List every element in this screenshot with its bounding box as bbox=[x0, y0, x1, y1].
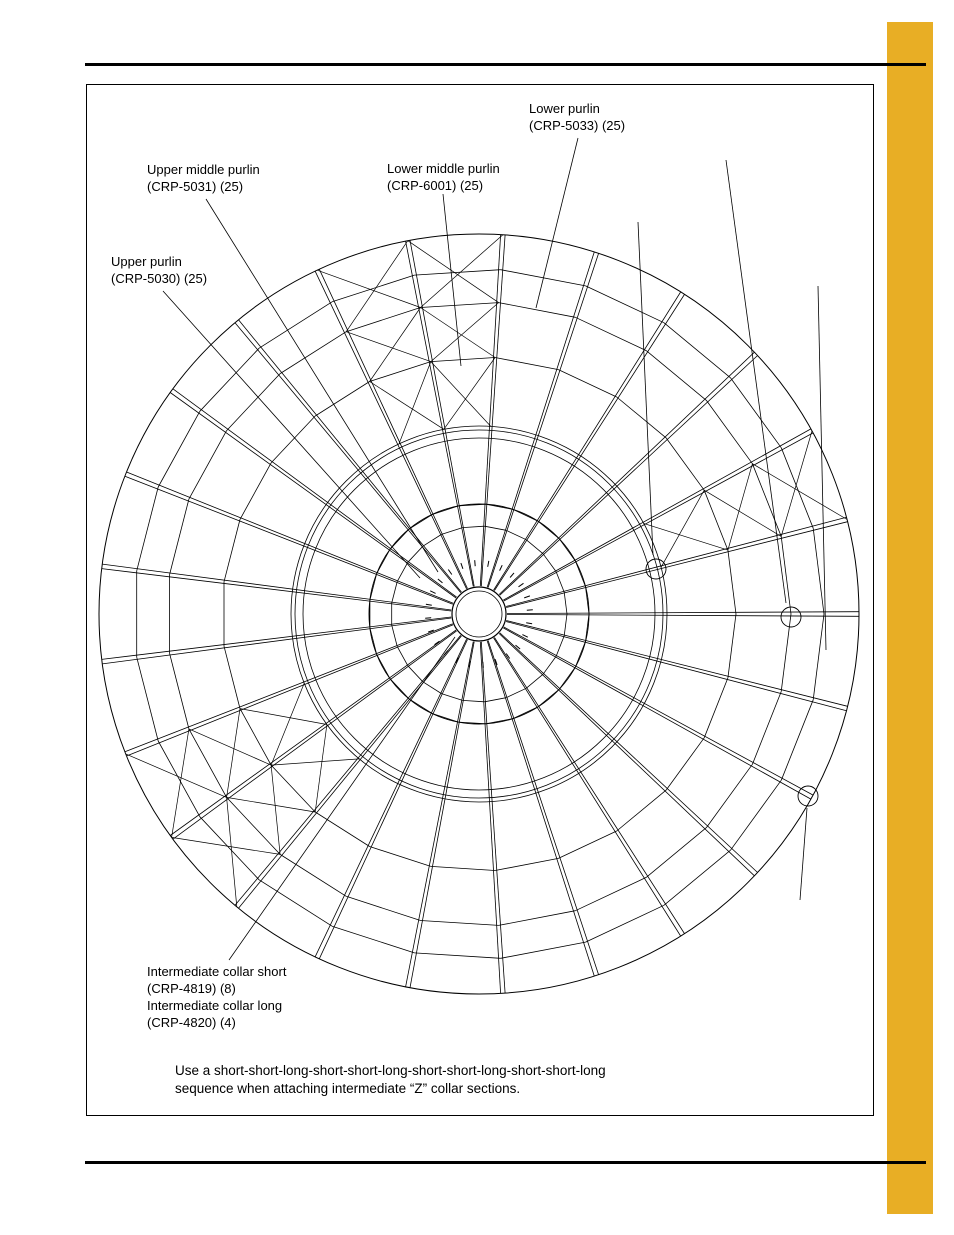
collar-tick bbox=[522, 635, 527, 638]
purlin-segment bbox=[259, 302, 332, 348]
purlin-segment bbox=[280, 332, 346, 374]
leader-line bbox=[536, 138, 578, 308]
purlin-segment bbox=[486, 504, 513, 509]
purlin-segment bbox=[706, 764, 752, 827]
bracing-diagonal bbox=[370, 308, 421, 382]
purlin-segment bbox=[813, 528, 824, 614]
leader-line bbox=[206, 199, 438, 572]
purlin-segment bbox=[432, 506, 458, 515]
leader-line bbox=[163, 291, 420, 578]
lower-purlin-callout bbox=[529, 100, 625, 134]
lower-purlin-part: (CRP-5033) (25) bbox=[529, 118, 626, 133]
collar-long-label: Intermediate collar long bbox=[147, 998, 283, 1013]
purlin-segment bbox=[189, 431, 227, 500]
bracing-diagonal bbox=[227, 797, 316, 812]
purlin-segment bbox=[485, 526, 507, 530]
purlin-segment bbox=[559, 539, 575, 561]
collar-tick bbox=[448, 570, 452, 575]
purlin-segment bbox=[346, 896, 420, 920]
purlin-segment bbox=[423, 682, 442, 694]
purlin-segment bbox=[586, 905, 664, 942]
rafter-line bbox=[494, 294, 684, 590]
upper-purlin-label: Upper purlin bbox=[111, 254, 182, 269]
bracing-diagonal bbox=[172, 837, 281, 854]
rafter-line bbox=[494, 637, 684, 933]
intermediate-ring-b bbox=[295, 430, 663, 798]
purlin-segment bbox=[423, 534, 442, 546]
purlin-segment bbox=[666, 738, 704, 790]
bracing-diagonal bbox=[346, 332, 431, 362]
purlin-segment bbox=[315, 382, 369, 417]
purlin-segment bbox=[617, 790, 667, 831]
purlin-segment bbox=[558, 831, 616, 858]
purlin-segment bbox=[370, 574, 377, 601]
purlin-segment bbox=[315, 812, 369, 847]
rafter-line bbox=[173, 631, 457, 839]
rafter-line bbox=[481, 642, 505, 993]
rafter-line bbox=[503, 628, 811, 799]
rafter-line bbox=[102, 564, 451, 610]
purlin-segment bbox=[495, 358, 558, 370]
purlin-segment bbox=[332, 926, 414, 953]
rafter-line bbox=[102, 617, 452, 659]
purlin-segment bbox=[617, 397, 667, 438]
bracing-diagonal bbox=[271, 759, 359, 765]
rafter-line bbox=[503, 429, 811, 600]
rafter-line bbox=[506, 621, 847, 707]
collar-tick bbox=[426, 604, 432, 605]
eave-circle bbox=[99, 234, 859, 994]
purlin-segment bbox=[731, 378, 782, 448]
bracing-diagonal bbox=[661, 490, 704, 567]
purlin-segment bbox=[463, 700, 485, 701]
purlin-segment bbox=[431, 866, 495, 870]
collar-tick bbox=[510, 573, 514, 578]
purlin-segment bbox=[486, 719, 513, 724]
collar-tick bbox=[425, 618, 431, 619]
upper-middle-purlin-label: Upper middle purlin bbox=[147, 162, 260, 177]
collar-tick bbox=[519, 583, 524, 587]
purlin-segment bbox=[513, 707, 538, 719]
rafter-line bbox=[170, 630, 456, 836]
purlin-segment bbox=[781, 700, 813, 780]
purlin-segment bbox=[137, 487, 159, 571]
bracing-diagonal bbox=[227, 709, 240, 798]
rafter-line bbox=[480, 235, 500, 586]
rafter-line bbox=[127, 472, 454, 603]
rafter-group bbox=[102, 235, 859, 994]
purlin-segment bbox=[408, 546, 423, 562]
collar-tick bbox=[500, 565, 503, 570]
purlin-segment bbox=[704, 678, 728, 738]
detail-marker bbox=[798, 786, 818, 806]
purlin-segment bbox=[170, 653, 189, 729]
collar-tick bbox=[461, 563, 463, 569]
purlin-segment bbox=[397, 562, 408, 581]
purlin-segment bbox=[575, 877, 646, 910]
purlin-segment bbox=[543, 554, 556, 572]
bracing-diagonal bbox=[271, 683, 304, 765]
rafter-line bbox=[406, 241, 474, 586]
purlin-segment bbox=[646, 828, 706, 878]
rafter-line bbox=[499, 352, 754, 594]
purlin-segment bbox=[499, 911, 576, 926]
rafter-line bbox=[125, 476, 453, 604]
lower-middle-purlin-part: (CRP-6001) (25) bbox=[387, 178, 484, 193]
purlin-segment bbox=[408, 666, 423, 682]
intermediate-ring-a bbox=[303, 438, 655, 790]
collar-tick bbox=[524, 596, 530, 598]
rafter-line bbox=[127, 625, 454, 756]
upper-middle-purlin-part: (CRP-5031) (25) bbox=[147, 179, 244, 194]
purlin-segment bbox=[409, 515, 432, 530]
rafter-line bbox=[504, 627, 813, 795]
purlin-segment bbox=[495, 858, 558, 870]
purlin-segment bbox=[666, 438, 704, 490]
purlin-segment bbox=[704, 490, 728, 550]
purlin-segment bbox=[813, 614, 824, 700]
collar-tick bbox=[475, 560, 476, 566]
purlin-segment bbox=[556, 636, 564, 657]
upper-purlin-callout bbox=[111, 253, 207, 287]
assembly-note bbox=[175, 1062, 606, 1098]
rafter-line bbox=[500, 633, 758, 873]
purlin-segment bbox=[414, 953, 500, 958]
intermediate-collar-callout bbox=[147, 963, 286, 1031]
leader-line bbox=[443, 194, 461, 366]
lower-middle-purlin-callout bbox=[387, 160, 500, 194]
purlin-segment bbox=[513, 509, 538, 521]
collar-tick bbox=[488, 561, 489, 567]
bracing-diagonal bbox=[271, 765, 280, 854]
purlin-segment bbox=[526, 540, 543, 554]
rafter-line bbox=[315, 271, 467, 589]
purlin-segment bbox=[431, 358, 495, 362]
center-ring-inner bbox=[456, 591, 502, 637]
intermediate-ring-c bbox=[291, 426, 667, 802]
purlin-segment bbox=[390, 679, 409, 699]
collar-tick bbox=[483, 662, 484, 668]
leader-line bbox=[800, 808, 807, 900]
upper-middle-purlin-callout bbox=[147, 161, 260, 195]
purlin-segment bbox=[728, 550, 736, 614]
rafter-line bbox=[102, 569, 452, 611]
purlin-segment bbox=[390, 529, 409, 549]
bracing-diagonal bbox=[644, 523, 728, 550]
purlin-segment bbox=[227, 374, 281, 431]
purlin-segment bbox=[538, 689, 559, 707]
purlin-segment bbox=[543, 656, 556, 674]
rafter-line bbox=[507, 612, 859, 614]
bracing-diagonal bbox=[172, 729, 189, 838]
assembly-note-line-1: Use a short-short-long-short-short-long-short-short-long-short-short-long bbox=[175, 1063, 606, 1078]
purlin-segment bbox=[240, 709, 271, 766]
purlin-segment bbox=[485, 698, 507, 702]
purlin-segment bbox=[392, 625, 398, 646]
ring-group bbox=[99, 234, 859, 994]
purlin-segment bbox=[442, 694, 463, 701]
purlin-segment bbox=[752, 464, 781, 537]
purlin-segment bbox=[370, 628, 377, 655]
rafter-line bbox=[315, 639, 467, 957]
purlin-segment bbox=[575, 561, 585, 587]
purlin-segment bbox=[158, 741, 200, 817]
lower-middle-purlin-label: Lower middle purlin bbox=[387, 161, 500, 176]
purlin-segment bbox=[392, 582, 398, 603]
rafter-line bbox=[500, 356, 758, 596]
collar-tick bbox=[438, 579, 443, 583]
bracing-diagonal bbox=[315, 725, 327, 813]
purlin-segment bbox=[189, 729, 227, 798]
purlin-segment bbox=[728, 614, 736, 678]
collar-group bbox=[425, 560, 533, 668]
rafter-line bbox=[481, 235, 505, 586]
rafter-line bbox=[487, 252, 594, 587]
purlin-segment bbox=[377, 549, 390, 573]
purlin-segment bbox=[421, 303, 499, 308]
purlin-segment bbox=[137, 657, 159, 741]
purlin-segment bbox=[271, 765, 315, 812]
rafter-line bbox=[125, 624, 453, 752]
purlin-segment bbox=[564, 592, 567, 614]
rafter-line bbox=[102, 618, 451, 664]
purlin-segment bbox=[564, 614, 567, 636]
purlin-segment bbox=[370, 362, 431, 382]
purlin-segment bbox=[501, 942, 586, 958]
rafter-line bbox=[506, 522, 847, 608]
purlin-segment bbox=[170, 499, 189, 575]
purlin-segment bbox=[442, 528, 463, 535]
purlin-segment bbox=[575, 641, 585, 667]
rafter-line bbox=[494, 638, 681, 936]
purlin-segment bbox=[781, 448, 813, 528]
purlin-segment bbox=[200, 348, 259, 411]
bracing-diagonal bbox=[189, 729, 271, 765]
collar-long-part: (CRP-4820) (4) bbox=[147, 1015, 236, 1030]
purlin-segment bbox=[370, 847, 431, 867]
lower-purlin-label: Lower purlin bbox=[529, 101, 600, 116]
purlin-segment bbox=[706, 400, 752, 463]
purlin-segment bbox=[559, 667, 575, 689]
upper-purlin-part: (CRP-5030) (25) bbox=[111, 271, 208, 286]
leader-line bbox=[229, 637, 455, 960]
purlin-segment bbox=[227, 797, 281, 854]
collar-tick bbox=[430, 591, 435, 594]
purlin-segment bbox=[506, 530, 526, 539]
bracing-group bbox=[126, 235, 847, 907]
purlin-segment bbox=[332, 275, 414, 302]
rafter-line bbox=[507, 615, 859, 617]
purlin-segment bbox=[664, 850, 731, 905]
purlin-segment bbox=[664, 323, 731, 378]
marker-group bbox=[646, 559, 818, 806]
rafter-line bbox=[499, 634, 754, 876]
purlin-segment bbox=[526, 674, 543, 688]
purlin-segment bbox=[506, 688, 526, 697]
purlin-segment bbox=[224, 519, 240, 581]
purlin-segment bbox=[259, 880, 332, 926]
purlin-segment bbox=[752, 692, 781, 765]
rafter-line bbox=[173, 389, 457, 597]
purlin-segment bbox=[409, 699, 432, 714]
purlin-segment bbox=[421, 921, 499, 926]
purlin-segment bbox=[224, 646, 240, 708]
purlin-segment bbox=[731, 780, 782, 850]
purlin-segment bbox=[463, 526, 485, 527]
purlin-segment bbox=[538, 521, 559, 539]
purlin-segment bbox=[556, 572, 564, 593]
purlin-segment bbox=[280, 854, 346, 896]
purlin-segment bbox=[397, 646, 408, 665]
purlin-segment bbox=[575, 317, 646, 350]
bracing-diagonal bbox=[227, 797, 237, 906]
purlin-group bbox=[137, 270, 824, 959]
purlin-segment bbox=[586, 286, 664, 323]
leader-line bbox=[726, 160, 786, 603]
purlin-segment bbox=[432, 714, 458, 723]
bracing-diagonal bbox=[444, 358, 495, 430]
bracing-diagonal bbox=[421, 235, 503, 308]
purlin-segment bbox=[271, 416, 315, 463]
rafter-line bbox=[506, 517, 847, 606]
purlin-segment bbox=[646, 351, 706, 401]
bracing-diagonal bbox=[240, 709, 327, 725]
bracing-diagonal bbox=[126, 754, 227, 798]
rafter-line bbox=[487, 641, 594, 976]
purlin-segment bbox=[377, 655, 390, 679]
purlin-segment bbox=[558, 370, 616, 397]
collar-short-part: (CRP-4819) (8) bbox=[147, 981, 236, 996]
rafter-line bbox=[170, 393, 456, 599]
purlin-segment bbox=[240, 463, 271, 520]
assembly-note-line-2: sequence when attaching intermediate “Z” collar sections. bbox=[175, 1081, 521, 1096]
collar-tick bbox=[527, 610, 533, 611]
center-ring-outer bbox=[452, 587, 506, 641]
rafter-line bbox=[480, 642, 500, 993]
bracing-diagonal bbox=[399, 362, 431, 444]
bracing-diagonal bbox=[370, 382, 444, 430]
collar-tick bbox=[526, 623, 532, 624]
collar-short-label: Intermediate collar short bbox=[147, 964, 287, 979]
purlin-segment bbox=[158, 411, 200, 487]
purlin-segment bbox=[346, 308, 420, 332]
rafter-line bbox=[506, 622, 847, 711]
